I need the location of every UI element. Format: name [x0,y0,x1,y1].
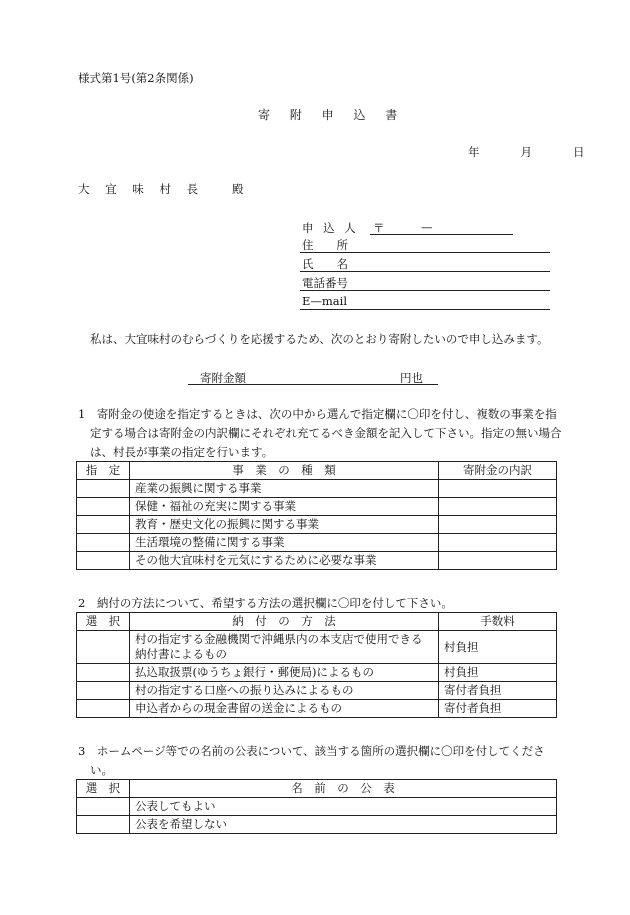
postal-code-line[interactable] [370,234,513,235]
select-cell[interactable] [77,631,130,664]
column-header-select: 選 択 [77,613,130,631]
address-line[interactable] [300,252,550,253]
publication-option: 公表を希望しない [130,816,557,834]
postal-dash: — [421,220,433,234]
section1-text: 1 寄附金の使途を指定するときは、次の中から選んで指定欄に〇印を付し、複数の事業を指定する場合は寄附金の内訳欄にそれぞれ充てるべき金額を記入して下さい。指定の無い場合は、村長が事業の指定を行います。 [78,407,562,459]
addressee: 大 宜 味 村 長 [78,182,205,196]
select-cell[interactable] [77,798,130,816]
breakdown-cell[interactable] [439,534,557,552]
designation-cell[interactable] [77,516,130,534]
breakdown-cell[interactable] [439,552,557,570]
column-header-select: 選 択 [77,780,130,798]
date-field: 年 月 日 [468,145,591,159]
table-row [77,480,557,498]
project-name: 保健・福祉の充実に関する事業 [130,498,439,516]
phone-label: 電話番号 [302,276,348,290]
column-header-fee: 手数料 [439,613,557,631]
table-header-row [77,613,557,631]
column-header-project-type: 事 業 の 種 類 [130,462,439,480]
fee-value: 寄付者負担 [439,682,557,700]
table-row [77,631,557,664]
select-cell[interactable] [77,682,130,700]
name-label: 氏 名 [302,257,348,271]
form-number: 様式第1号(第2条関係) [78,71,194,85]
payment-method: 村の指定する口座への振り込みによるもの [130,682,439,700]
fee-value: 村負担 [439,631,557,664]
payment-method: 払込取扱票(ゆうちょ銀行・郵便局)によるもの [130,664,439,682]
table-row [77,552,557,570]
table-row [77,682,557,700]
table-row [77,700,557,718]
publication-table [76,779,557,834]
project-name: その他大宜味村を元気にするために必要な事業 [130,552,439,570]
project-name: 生活環境の整備に関する事業 [130,534,439,552]
breakdown-cell[interactable] [439,516,557,534]
publication-option: 公表してもよい [130,798,557,816]
select-cell[interactable] [77,664,130,682]
fee-value: 寄付者負担 [439,700,557,718]
section3-text: 3 ホームページ等での名前の公表について、該当する箇所の選択欄に〇印を付してください。 [78,744,545,777]
project-name: 産業の振興に関する事業 [130,480,439,498]
table-row [77,534,557,552]
table-header-row [77,462,557,480]
table-row [77,664,557,682]
designation-cell[interactable] [77,534,130,552]
breakdown-cell[interactable] [439,480,557,498]
fee-value: 村負担 [439,664,557,682]
column-header-designation: 指 定 [77,462,130,480]
payment-method: 申込者からの現金書留の送金によるもの [130,700,439,718]
table-header-row [77,780,557,798]
amount-line[interactable] [188,384,438,385]
amount-label: 寄附金額 [200,371,246,385]
table-row [77,498,557,516]
designation-cell[interactable] [77,480,130,498]
honorific: 殿 [232,182,244,196]
column-header-publication: 名 前 の 公 表 [130,780,557,798]
select-cell[interactable] [77,816,130,834]
postal-mark: 〒 [373,221,385,235]
column-header-method: 納 付 の 方 法 [130,613,439,631]
page-title: 寄 附 申 込 書 [258,108,406,122]
payment-table [76,612,557,718]
intro-text: 私は、大宜味村のむらづくりを応援するため、次のとおり寄附したいので申し込みます。 [90,332,549,346]
applicant-label: 申 込 人 [302,221,359,235]
column-header-breakdown: 寄附金の内訳 [439,462,557,480]
breakdown-cell[interactable] [439,498,557,516]
phone-line[interactable] [300,290,550,291]
payment-method: 村の指定する金融機関で沖縄県内の本支店で使用できる納付書によるもの [130,631,439,664]
project-name: 教育・歴史文化の振興に関する事業 [130,516,439,534]
table-row [77,798,557,816]
designation-cell[interactable] [77,552,130,570]
table-row [77,516,557,534]
address-label: 住 所 [302,238,348,252]
name-line[interactable] [300,271,550,272]
amount-unit: 円也 [400,371,423,385]
email-label: E—mail [302,294,348,308]
table-row [77,816,557,834]
section2-text: 2 納付の方法について、希望する方法の選択欄に〇印を付して下さい。 [78,596,453,610]
designation-cell[interactable] [77,498,130,516]
email-line[interactable] [300,309,550,310]
usage-table [76,461,557,570]
select-cell[interactable] [77,700,130,718]
